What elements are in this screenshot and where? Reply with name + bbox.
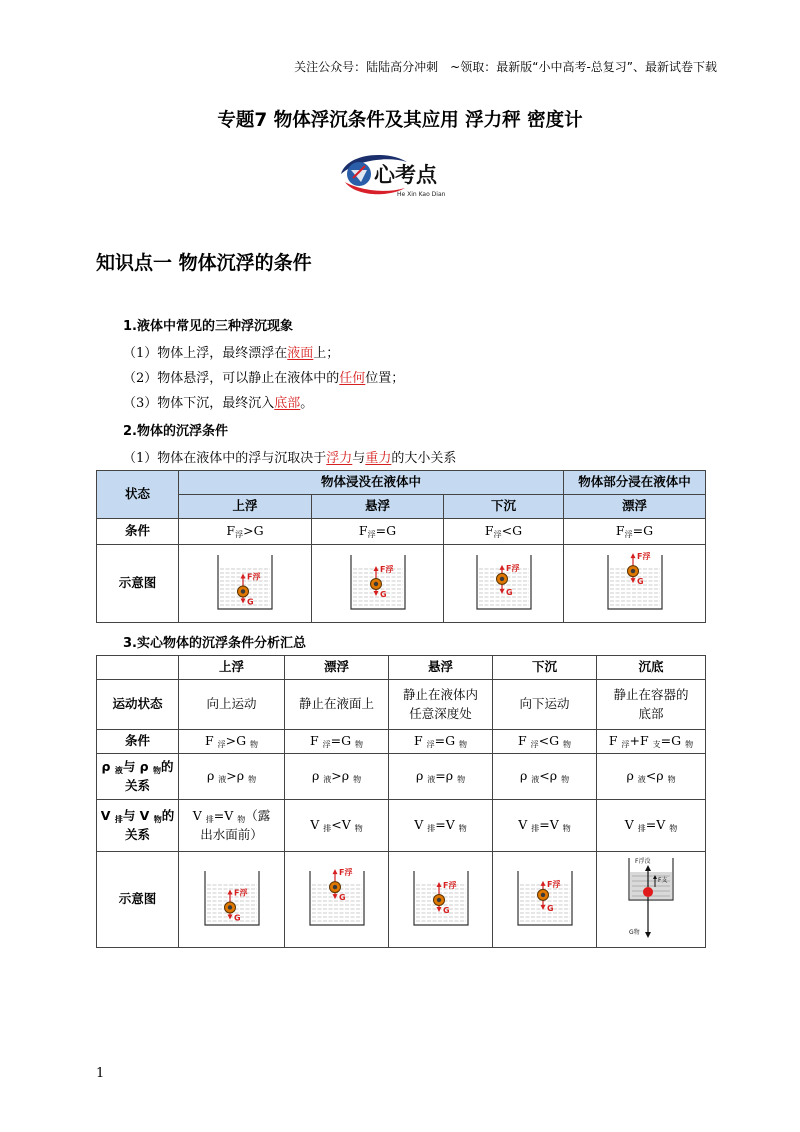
ball-core xyxy=(373,582,377,586)
diagram-cell xyxy=(564,545,706,623)
text: F xyxy=(358,523,368,539)
text: （1）物体上浮，最终漂浮在 xyxy=(123,346,288,361)
condition-cell xyxy=(597,730,706,754)
gravity-label: G xyxy=(505,587,513,597)
part3-heading: 3.实心物体的沉浮条件分析汇总 xyxy=(123,636,306,651)
buoyancy-label: F浮 xyxy=(636,552,650,562)
condition-cell xyxy=(444,519,564,545)
col-header: 上浮 xyxy=(179,656,285,680)
buoyancy-label: F浮 xyxy=(379,564,393,574)
col-header: 下沉 xyxy=(444,495,564,519)
text: >ρ xyxy=(226,768,249,784)
text: 关系 xyxy=(124,777,150,793)
text: ρ xyxy=(415,768,428,784)
density-cell xyxy=(493,754,597,800)
subscript: 物 xyxy=(250,740,259,750)
answer-fill: 重力 xyxy=(365,451,392,466)
ball-core xyxy=(436,898,440,902)
diagram-cell xyxy=(179,852,285,948)
subscript: 排 xyxy=(531,824,540,834)
subscript: 物 xyxy=(561,775,570,785)
text: F xyxy=(615,523,625,539)
row-header: 条件 xyxy=(97,730,179,754)
text: >G xyxy=(243,523,264,539)
text: V xyxy=(518,817,532,833)
subscript: 液 xyxy=(427,775,436,785)
text: <ρ xyxy=(539,768,562,784)
group-header-full: 物体浸没在液体中 xyxy=(179,471,564,495)
gravity-label: G xyxy=(338,893,346,903)
diagram-cell xyxy=(285,852,389,948)
rising-diagram xyxy=(210,549,280,613)
row-header: 条件 xyxy=(97,519,179,545)
part2-heading: 2.物体的沉浮条件 xyxy=(123,424,228,439)
col-header: 上浮 xyxy=(179,495,312,519)
part1-line3 xyxy=(123,392,313,411)
gravity-label: G xyxy=(379,589,387,599)
subscript: 物 xyxy=(685,740,694,750)
text: ρ xyxy=(626,768,638,784)
text: +F xyxy=(629,733,653,749)
answer-fill: 底部 xyxy=(274,396,301,411)
sunk-bottom-diagram xyxy=(621,854,681,940)
buoyancy-label: F浮 xyxy=(505,563,519,573)
gravity-label: G xyxy=(233,913,241,923)
volume-cell xyxy=(389,800,493,852)
buoyancy-label: F浮 xyxy=(338,868,352,878)
text: F xyxy=(413,733,427,749)
text: 出水面前） xyxy=(200,826,263,842)
ball-core xyxy=(227,905,231,909)
text: =G xyxy=(330,733,356,749)
text: （1）物体在液体中的浮与沉取决于 xyxy=(123,451,327,466)
logo-subtext: He Xin Kao Dian xyxy=(397,191,446,198)
subscript: 物 xyxy=(563,740,572,750)
text: ρ xyxy=(206,768,219,784)
volume-cell xyxy=(285,800,389,852)
motion-cell xyxy=(179,680,285,730)
col-header: 悬浮 xyxy=(389,656,493,680)
text: F xyxy=(517,733,531,749)
subscript: 物 xyxy=(248,775,257,785)
motion-cell xyxy=(285,680,389,730)
text: ρ xyxy=(101,759,115,775)
subscript: 液 xyxy=(323,775,332,785)
row-header xyxy=(97,800,179,852)
text: <G xyxy=(501,523,523,539)
subscript: 液 xyxy=(218,775,227,785)
row-header: 运动状态 xyxy=(97,680,179,730)
force-label: F支 xyxy=(658,876,668,884)
diagram-cell xyxy=(597,852,706,948)
force-label: F浮没 xyxy=(635,857,651,865)
subscript: 浮 xyxy=(493,530,502,540)
buoyancy-label: F浮 xyxy=(247,572,261,582)
floating-diagram xyxy=(600,549,670,613)
part1-heading: 1.液体中常见的三种浮沉现象 xyxy=(123,319,293,334)
subscript: 物 xyxy=(458,824,467,834)
water xyxy=(518,881,572,925)
gravity-label: G xyxy=(247,597,254,607)
answer-fill: 浮力 xyxy=(326,451,353,466)
diagram-cell xyxy=(389,852,493,948)
text: =G xyxy=(632,523,654,539)
subscript: 浮 xyxy=(621,740,630,750)
document-title: 专题7 物体浮沉条件及其应用 浮力秤 密度计 xyxy=(217,110,583,131)
text: 任意深度处 xyxy=(409,705,472,721)
subscript: 排 xyxy=(427,824,436,834)
diagram-cell xyxy=(493,852,597,948)
gravity-label: G xyxy=(546,903,554,913)
text: 与 V xyxy=(122,808,154,824)
text: 。 xyxy=(300,396,314,411)
subscript: 液 xyxy=(114,766,123,776)
text: 与 ρ xyxy=(122,759,153,775)
text: （2）物体悬浮，可以静止在液体中的 xyxy=(123,371,340,386)
density-cell xyxy=(597,754,706,800)
subscript: 液 xyxy=(637,775,646,785)
subscript: 浮 xyxy=(530,740,539,750)
text: 向下运动 xyxy=(519,696,570,712)
text: 向上运动 xyxy=(206,696,257,712)
subscript: 物 xyxy=(353,775,362,785)
sinking-diagram xyxy=(510,865,580,929)
subscript: 浮 xyxy=(235,530,244,540)
text: =V xyxy=(213,808,238,824)
subscript: 物 xyxy=(354,824,363,834)
condition-cell xyxy=(389,730,493,754)
text: >G xyxy=(225,733,251,749)
text: F xyxy=(484,523,494,539)
state-header: 状态 xyxy=(97,471,179,519)
logo xyxy=(337,148,467,200)
text: V xyxy=(100,808,115,824)
subscript: 物 xyxy=(153,815,162,825)
text: =G xyxy=(375,523,397,539)
rising-diagram xyxy=(197,865,267,929)
text: V xyxy=(192,808,206,824)
subscript: 液 xyxy=(531,775,540,785)
page-number: 1 xyxy=(96,1066,105,1081)
col-header: 漂浮 xyxy=(564,495,706,519)
text: 的大小关系 xyxy=(391,451,457,466)
sinking-diagram xyxy=(469,549,539,613)
section-title: 知识点一 物体沉浮的条件 xyxy=(96,252,312,274)
text: 静止在液面上 xyxy=(298,696,374,712)
gravity-label: G xyxy=(636,577,644,587)
subscript: 浮 xyxy=(367,530,376,540)
diagram-cell xyxy=(179,545,312,623)
subscript: 浮 xyxy=(217,740,226,750)
text: F xyxy=(309,733,323,749)
logo-text: 心考点 xyxy=(374,163,437,187)
subscript: 物 xyxy=(237,815,246,825)
condition-cell xyxy=(312,519,444,545)
blank-corner xyxy=(97,656,179,680)
subscript: 物 xyxy=(152,766,161,776)
ball-core xyxy=(332,885,336,889)
subscript: 物 xyxy=(459,740,468,750)
part2-line xyxy=(123,447,456,466)
subscript: 浮 xyxy=(322,740,331,750)
text: =V xyxy=(645,817,670,833)
ball-core xyxy=(499,577,503,581)
text: F xyxy=(608,733,622,749)
group-header-partial: 物体部分浸在液体中 xyxy=(564,471,706,495)
subscript: 支 xyxy=(652,740,661,750)
row-header xyxy=(97,754,179,800)
condition-cell xyxy=(564,519,706,545)
sink-float-table xyxy=(96,470,706,623)
text: 底部 xyxy=(638,705,664,721)
text: （3）物体下沉，最终沉入 xyxy=(123,396,275,411)
subscript: 排 xyxy=(637,824,646,834)
col-header: 悬浮 xyxy=(312,495,444,519)
text: V xyxy=(310,817,324,833)
text: <G xyxy=(538,733,564,749)
text: 静止在液体内 xyxy=(402,687,478,703)
motion-cell xyxy=(493,680,597,730)
gravity-label: G xyxy=(442,905,450,915)
density-cell xyxy=(389,754,493,800)
condition-cell xyxy=(179,730,285,754)
text: =V xyxy=(435,817,459,833)
answer-fill: 液面 xyxy=(287,346,314,361)
suspended-diagram xyxy=(406,865,476,929)
suspended-diagram xyxy=(343,549,413,613)
text: <V xyxy=(331,817,355,833)
subscript: 物 xyxy=(667,775,676,785)
header-note: 关注公众号：陆陆高分冲刺 ~领取：最新版“小中高考-总复习”、最新试卷下载 xyxy=(294,60,717,74)
diagram-cell xyxy=(444,545,564,623)
volume-cell xyxy=(493,800,597,852)
subscript: 排 xyxy=(114,815,123,825)
text: =G xyxy=(434,733,460,749)
subscript: 物 xyxy=(457,775,466,785)
text: 关系 xyxy=(124,826,150,842)
volume-cell xyxy=(179,800,285,852)
text: V xyxy=(624,817,638,833)
force-label: G物 xyxy=(629,928,640,936)
col-header: 下沉 xyxy=(493,656,597,680)
density-cell xyxy=(285,754,389,800)
subscript: 浮 xyxy=(426,740,435,750)
subscript: 排 xyxy=(205,815,214,825)
condition-cell xyxy=(179,519,312,545)
solid-object-table xyxy=(96,655,706,948)
ball-core xyxy=(630,569,634,573)
buoyancy-label: F浮 xyxy=(233,888,247,898)
buoyancy-label: F浮 xyxy=(546,879,560,889)
water xyxy=(477,565,531,609)
text: =V xyxy=(539,817,563,833)
text: ρ xyxy=(519,768,532,784)
text: F xyxy=(226,523,236,539)
ball-core xyxy=(241,589,245,593)
text: F xyxy=(204,733,218,749)
text: V xyxy=(414,817,428,833)
subscript: 物 xyxy=(562,824,571,834)
volume-cell xyxy=(597,800,706,852)
floating-diagram xyxy=(302,865,372,929)
col-header: 漂浮 xyxy=(285,656,389,680)
part1-line1 xyxy=(123,342,339,361)
subscript: 物 xyxy=(355,740,364,750)
buoyancy-arrowhead xyxy=(332,869,337,874)
row-header: 示意图 xyxy=(97,545,179,623)
text: 静止在容器的 xyxy=(613,687,689,703)
subscript: 浮 xyxy=(624,530,633,540)
logo-graphic xyxy=(337,148,467,200)
text: =G xyxy=(660,733,686,749)
text: <ρ xyxy=(645,768,668,784)
condition-cell xyxy=(493,730,597,754)
text: 位置； xyxy=(365,371,405,386)
text: 上； xyxy=(313,346,340,361)
col-header: 沉底 xyxy=(597,656,706,680)
buoyancy-arrowhead xyxy=(630,553,635,558)
text: 的 xyxy=(160,759,174,775)
subscript: 排 xyxy=(323,824,332,834)
row-header: 示意图 xyxy=(97,852,179,948)
text: =ρ xyxy=(435,768,458,784)
density-cell xyxy=(179,754,285,800)
ball-core xyxy=(540,893,544,897)
buoyancy-label: F浮 xyxy=(442,880,456,890)
condition-cell xyxy=(285,730,389,754)
text: ρ xyxy=(311,768,324,784)
answer-fill: 任何 xyxy=(339,371,366,386)
text: 与 xyxy=(352,451,366,466)
diagram-cell xyxy=(312,545,444,623)
motion-cell xyxy=(389,680,493,730)
text: >ρ xyxy=(331,768,354,784)
motion-cell xyxy=(597,680,706,730)
part1-line2 xyxy=(123,367,404,386)
subscript: 物 xyxy=(669,824,678,834)
text: （露 xyxy=(245,808,271,824)
text: 的 xyxy=(161,808,175,824)
